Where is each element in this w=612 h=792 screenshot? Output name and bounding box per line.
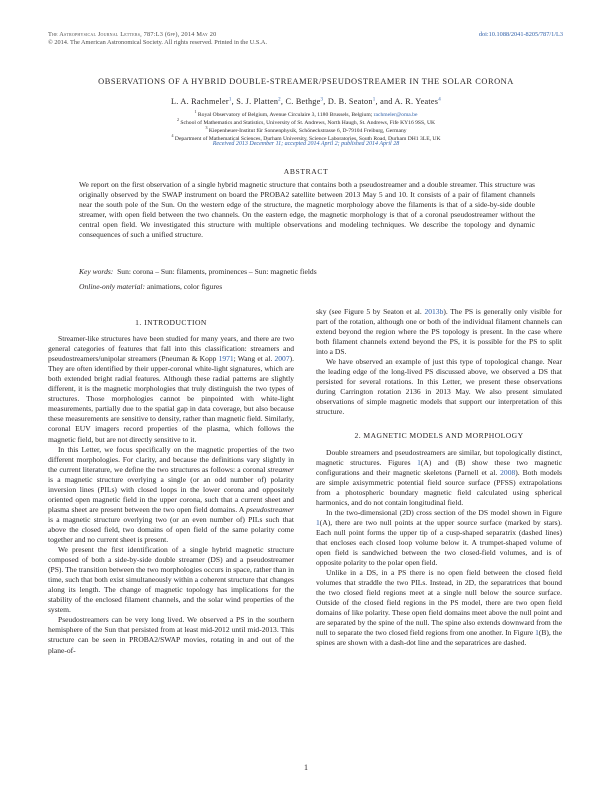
paper-title: OBSERVATIONS OF A HYBRID DOUBLE-STREAMER/PSEUDOSTREAMER IN THE SOLAR CORONA [98, 77, 514, 86]
affiliation-number: 2 [176, 117, 179, 122]
author-name: and A. R. Yeates [380, 97, 439, 106]
paragraph-text: sky (see Figure 5 by Seaton et al. [316, 307, 425, 316]
citation-link[interactable]: 1971 [218, 354, 234, 364]
author-name: L. A. Rachmeler [171, 97, 229, 106]
citation-link[interactable]: 2007 [274, 354, 290, 364]
right-column-body-top [316, 307, 562, 418]
body-paragraph [316, 357, 562, 417]
citation-link[interactable]: 1 [535, 628, 539, 638]
running-header [48, 31, 267, 48]
paragraph-text: (A) and (B) show these two magnetic configurations and their magnetic skeletons (Parnell et al. [316, 457, 562, 477]
body-paragraph [316, 448, 562, 508]
paragraph-text: Double streamers and pseudostreamers are similar, but topologically distinct, magnetic structures. Figures [316, 447, 562, 467]
paragraph-text: ). They are often identified by their upper-coronal white-light signatures, which are both extended bright radial features. Although these radial patterns are slightly different, it is the magnetic morphologies that truly distinguish the two types of structures. Those morphologies cannot be pinpointed with white-light measurements, partially due to the spatial gap in data coverage, but also because these measurements are sensitive to density, rather than magnetic field. Similarly, coronal EUV imagers record properties of the plasma, which follows the magnetic field, but are not directly sensitive to it. [48, 354, 294, 444]
online-material-label: Online-only material: [79, 282, 146, 291]
paragraph-text: Unlike in a DS, in a PS there is no open field between the closed field volumes that straddle the two PILs. Instead, in 2D, the separatrices that bound the two closed field regions meet at a single null below the source surface. Outside of the closed field regions in the PS model, there are two open field domains of like polarity. These open field domains meet above the null point and are separated by the spine of the null. The spine also extends downward from the null to separate the two closed field regions from one another. In Figure [316, 568, 562, 638]
paragraph-text: We have observed an example of just this type of topological change. Near the leading edge of the long-lived PS discussed above, we observed a DS that persisted for several rotations. In this Letter, we present these observations during Carrington rotation 2136 in 2013 May. We also present simulated observations of simple magnetic models that support our interpretation of this structure. [316, 357, 562, 417]
paragraph-text: Streamer-like structures have been studied for many years, and there are two general categories of features that fall into this classification: streamers and pseudostreamers/unipolar streamers (Pneuman & Kopp [48, 334, 294, 364]
author-name: C. Bethge [285, 97, 321, 106]
author-name: D. B. Seaton [327, 97, 373, 106]
author-affil-mark[interactable]: 1 [228, 97, 232, 103]
citation-link[interactable]: 1 [316, 517, 320, 527]
paragraph-text: In this Letter, we focus specifically on the magnetic properties of the two different morphologies. For clarity, and because the definitions vary slightly in the current literature, we define the two structures as follows: a coronal [48, 444, 294, 474]
paragraph-text: ). Both models are simple axisymmetric potential field source surface (PFSS) extrapolations from a photospheric boundary magnetic field calculated using spherical harmonics, and do not contain longitudinal field. [316, 467, 562, 507]
paragraph-text: ; Wang et al. [233, 354, 275, 364]
right-column-body-bottom [316, 448, 562, 649]
paragraph-text: In the two-dimensional (2D) cross section of the DS model shown in Figure [326, 507, 562, 517]
emphasized-term: pseudostreamer [246, 504, 294, 514]
body-paragraph [48, 545, 294, 615]
online-material-text: animations, color figures [146, 282, 223, 291]
affiliation-text: Kiepenheuer-Institut für Sonnenphysik, Schöneckstrasse 6, D-79104 Freiburg, Germany [208, 127, 407, 134]
paragraph-text: (A), there are two null points at the upper source surface (marked by stars). Each null point forms the upper tip of a cusp-shaped separatrix (dashed lines) that encloses each closed loop volume below it. A trumpet-shaped volume of open field is sandwiched between the two closed-field volumes, and is of opposite polarity to the polar open field. [316, 517, 562, 568]
author-list: L. A. Rachmeler$^1$, S. J. Platten$^2$, C. Bethge$^3$, D. B. Seaton$^1$, and A. R. Yeates$^4$ [171, 97, 441, 106]
affiliation-number: 1 [194, 109, 197, 114]
keywords-text: Sun: corona – Sun: filaments, prominences – Sun: magnetic fields [117, 267, 317, 276]
paragraph-text: ). The PS is generally only visible for part of the rotation, although one or both of the individual filament channels can extend beyond the region where the PS topology is present. In the case where both filament channels extend beyond the PS, it is possible for the PS to split into a DS. [316, 307, 562, 357]
received-dates: Received 2013 December 11; accepted 2014 April 2; published 2014 April 28 [212, 141, 400, 147]
body-paragraph [316, 307, 562, 357]
left-column [48, 318, 294, 656]
body-paragraph [48, 615, 294, 655]
author-affil-mark[interactable]: 2 [278, 97, 281, 103]
emphasized-term: streamer [267, 464, 294, 474]
paragraph-text: is a magnetic structure overlying two (or an even number of) PILs such that above the closed field, two domains of open field of the same polarity come together and no current sheet is present. [48, 514, 294, 544]
affiliation-text: Royal Observatory of Belgium, Avenue Circulaire 3, 1180 Brussels, Belgium; [197, 111, 374, 118]
body-paragraph [48, 334, 294, 445]
left-column-body [48, 334, 294, 656]
body-paragraph [316, 568, 562, 648]
citation-link[interactable]: 2013b [424, 307, 444, 316]
copyright-line: © 2014. The American Astronomical Society. All rights reserved. Printed in the U.S.A. [48, 39, 268, 47]
paragraph-text: is a magnetic structure overlying a single (or an odd number of) polarity inversion lines (PILs) with closed loops in the lower corona and oppositely oriented open magnetic field in the upper corona, such that a current sheet and plasma sheet are present between the two open field domains. A [48, 474, 294, 514]
doi-link[interactable]: doi:10.1088/2041-8205/787/1/L3 [478, 31, 563, 38]
section-heading-introduction: 1. INTRODUCTION [135, 318, 207, 327]
paragraph-text: We present the first identification of a single hybrid magnetic structure composed of both a side-by-side double streamer (DS) and a pseudostreamer (PS). The transition between the two morphologies occurs in space, rather than in time, such that both exist simultaneously within a coherent structure that changes along its length. The change of magnetic topology has implications for the stability of the enclosed filament channels, and the solar wind properties of the system. [48, 545, 294, 615]
paragraph-text: (B), the spines are shown with a dash-dot line and the separatrices are dashed. [316, 628, 562, 648]
keywords [79, 267, 535, 276]
author-name: S. J. Platten [236, 97, 279, 106]
citation-link[interactable]: 2008 [500, 467, 516, 477]
right-column [316, 307, 562, 649]
affiliation-text: Department of Mathematical Sciences, Durham University, Science Laboratories, South Road, Durham DH1 3LE, UK [174, 135, 441, 142]
email-link[interactable]: rachmeler@oma.be [373, 111, 418, 118]
journal-citation: The Astrophysical Journal Letters, 787:L3 (6pp), 2014 May 20 [48, 31, 217, 38]
abstract-text: We report on the first observation of a single hybrid magnetic structure that contains both a pseudostreamer and a double streamer. This structure was originally observed by the SWAP instrument on board the PROBA2 satellite between 2013 May 5 and 10. It consists of a pair of filament channels near the south pole of the Sun. On the western edge of the structure, the magnetic morphology above the filaments is that of a side-by-side double streamer, with open field between the two channels. On the eastern edge, the magnetic morphology is that of a coronal pseudostreamer without the central open field. We investigated this structure with multiple observations and modeling techniques. We describe the topology and dynamic consequences of such a unified structure. [79, 180, 535, 240]
citation-link[interactable]: 1 [417, 457, 421, 467]
author-affil-mark[interactable]: 3 [320, 97, 324, 103]
affiliation-text: School of Mathematics and Statistics, University of St. Andrews, North Haugh, St. Andrews, Fife KY16 9SS, UK [180, 119, 436, 126]
author-affil-mark[interactable]: 4 [438, 97, 441, 103]
online-material [79, 282, 535, 291]
paragraph-text: Pseudostreamers can be very long lived. We observed a PS in the southern hemisphere of the Sun that persisted from at least mid-2012 until mid-2013. This structure can be seen in PROBA2/SWAP movies, rotating in and out of the plane-of- [48, 615, 294, 655]
page-number: 1 [304, 763, 308, 772]
body-paragraph [316, 508, 562, 568]
affiliation-number: 4 [171, 133, 174, 138]
author-affil-mark[interactable]: 1 [372, 97, 376, 103]
keywords-label: Key words: [79, 267, 114, 276]
body-paragraph [48, 445, 294, 545]
affiliation-number: 3 [205, 125, 208, 130]
section-heading-magnetic-models: 2. MAGNETIC MODELS AND MORPHOLOGY [354, 430, 524, 440]
abstract-heading: ABSTRACT [283, 167, 329, 176]
